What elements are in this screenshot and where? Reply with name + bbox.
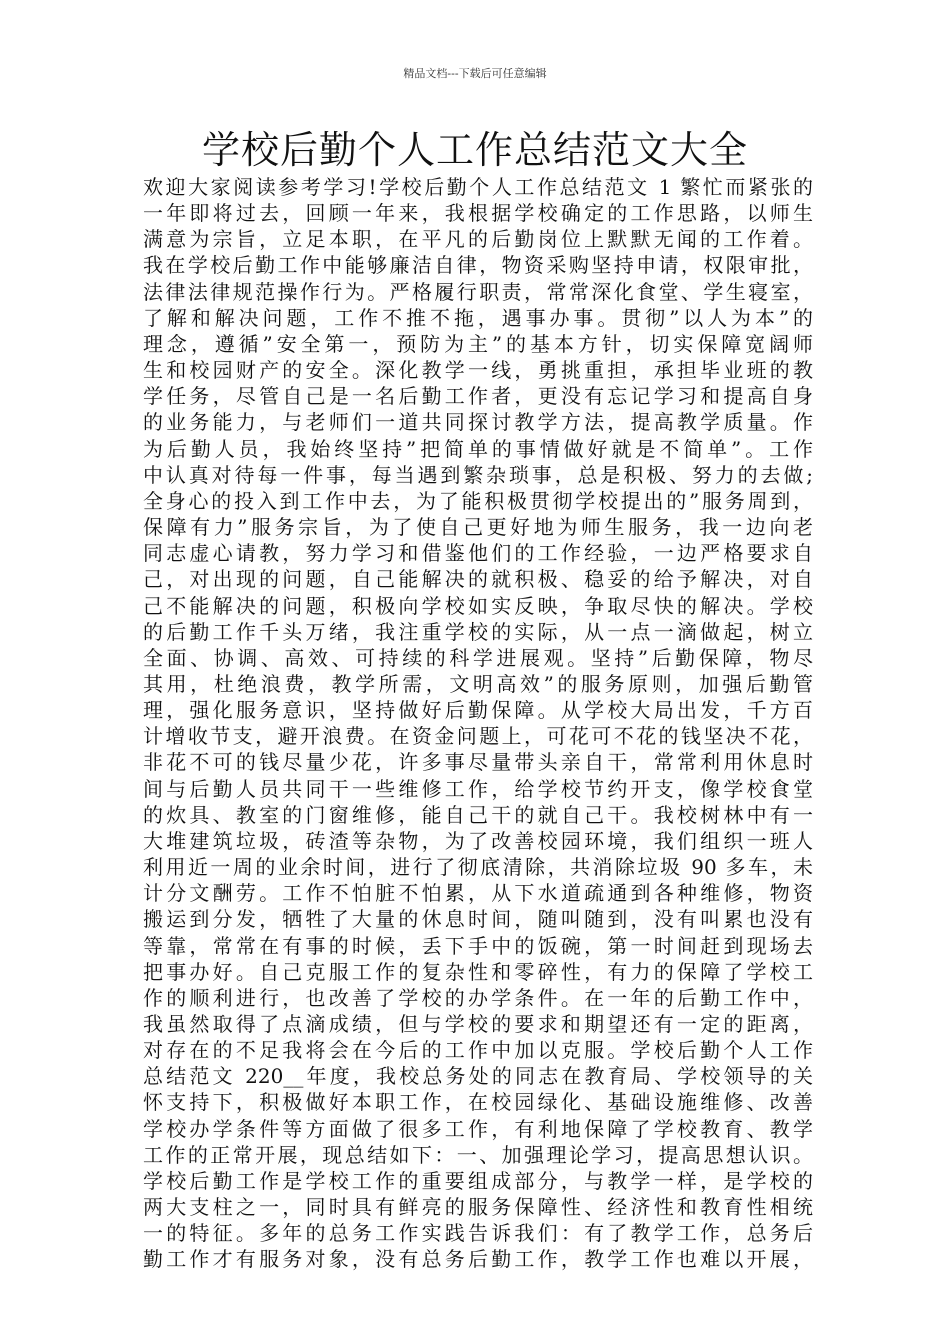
body-line: 全面、协调、高效、可持续的科学进展观。坚持”后勤保障，物尽 [143,645,813,670]
body-line: 学校后勤工作是学校工作的重要组成部分，与教学一样，是学校的 [143,1168,813,1193]
body-line: 非花不可的钱尽量少花，许多事尽量带头亲自干，常常利用休息时 [143,750,813,775]
body-line: 一的特征。多年的总务工作实践告诉我们：有了教学工作，总务后 [143,1221,813,1246]
body-line: 计增收节支，避开浪费。在资金问题上，可花可不花的钱坚决不花， [143,724,813,749]
document-body [143,174,813,1273]
body-line: 工作的正常开展，现总结如下：一、加强理论学习，提高思想认识。 [143,1142,813,1167]
body-line: 欢迎大家阅读参考学习!学校后勤个人工作总结范文 1 繁忙而紧张的 [143,175,813,199]
document-title: 学校后勤个人工作总结范文大全 [201,128,748,172]
body-line: 满意为宗旨，立足本职，在平凡的后勤岗位上默默无闻的工作着。 [143,227,813,252]
body-line: 的炊具、教室的门窗维修，能自己干的就自己干。我校树林中有一 [143,802,813,827]
body-line: 的业务能力，与老师们一道共同探讨教学方法，提高教学质量。作 [143,410,813,435]
body-line: 把事办好。自己克服工作的复杂性和零碎性，有力的保障了学校工 [143,959,813,984]
body-line: 生和校园财产的安全。深化教学一线，勇挑重担，承担毕业班的教 [143,358,813,383]
body-line: 两大支柱之一，同时具有鲜亮的服务保障性、经济性和教育性相统 [143,1195,813,1220]
body-line: 一年即将过去，回顾一年来，我根据学校确定的工作思路，以师生 [143,201,813,226]
body-line: 法律法律规范操作行为。严格履行职责，常常深化食堂、学生寝室， [143,279,813,304]
body-line: 了解和解决问题，工作不推不拖，遇事办事。贯彻”以人为本”的 [143,305,813,330]
body-line: 对存在的不足我将会在今后的工作中加以克服。学校后勤个人工作 [143,1038,813,1063]
body-line: 间与后勤人员共同干一些维修工作，给学校节约开支，像学校食堂 [143,776,813,801]
body-line: 理念，遵循”安全第一，预防为主”的基本方针，切实保障宽阔师 [143,331,813,356]
body-line: 其用，杜绝浪费，教学所需，文明高效”的服务原则，加强后勤管 [143,671,813,696]
body-line: 总结范文 220__年度，我校总务处的同志在教育局、学校领导的关 [143,1064,813,1089]
body-line: 我在学校后勤工作中能够廉洁自律，物资采购坚持申请，权限审批， [143,253,813,278]
body-line: 等靠，常常在有事的时候，丢下手中的饭碗，第一时间赶到现场去 [143,933,813,958]
page-header-note: 精品文档---下载后可任意编辑 [403,67,547,80]
body-line: 搬运到分发，牺牲了大量的休息时间，随叫随到，没有叫累也没有 [143,907,813,932]
body-line: 大堆建筑垃圾，砖渣等杂物，为了改善校园环境，我们组织一班人 [143,828,813,853]
body-line: 中认真对待每一件事，每当遇到繁杂琐事，总是积极、努力的去做; [143,462,813,487]
body-line: 计分文酬劳。工作不怕脏不怕累，从下水道疏通到各种维修，物资 [143,881,813,906]
body-line: 保障有力”服务宗旨，为了使自己更好地为师生服务，我一边向老 [143,515,813,540]
body-line: 学任务，尽管自己是一名后勤工作者，更没有忘记学习和提高自身 [143,384,813,409]
body-line: 我虽然取得了点滴成绩，但与学校的要求和期望还有一定的距离， [143,1012,813,1036]
body-line: 全身心的投入到工作中去，为了能积极贯彻学校提出的”服务周到， [143,488,813,513]
body-line: 的后勤工作千头万绪，我注重学校的实际，从一点一滴做起，树立 [143,619,813,644]
body-line: 学校办学条件等方面做了很多工作，有利地保障了学校教育、教学 [143,1116,813,1141]
body-line: 己不能解决的问题，积极向学校如实反映，争取尽快的解决。学校 [143,593,813,618]
body-line: 同志虚心请教，努力学习和借鉴他们的工作经验，一边严格要求自 [143,541,813,566]
body-line: 为后勤人员，我始终坚持”把简单的事情做好就是不简单”。工作 [143,436,813,461]
body-line: 己，对出现的问题，自己能解决的就积极、稳妥的给予解决，对自 [143,567,813,592]
body-line: 作的顺利进行，也改善了学校的办学条件。在一年的后勤工作中， [143,985,813,1010]
body-line: 理，强化服务意识，坚持做好后勤保障。从学校大局出发，千方百 [143,698,813,723]
body-line: 利用近一周的业余时间，进行了彻底清除，共消除垃圾 90 多车，未 [143,855,813,880]
body-line: 勤工作才有服务对象，没有总务后勤工作，教学工作也难以开展， [143,1247,813,1272]
body-line: 怀支持下，积极做好本职工作，在校园绿化、基础设施维修、改善 [143,1090,813,1115]
